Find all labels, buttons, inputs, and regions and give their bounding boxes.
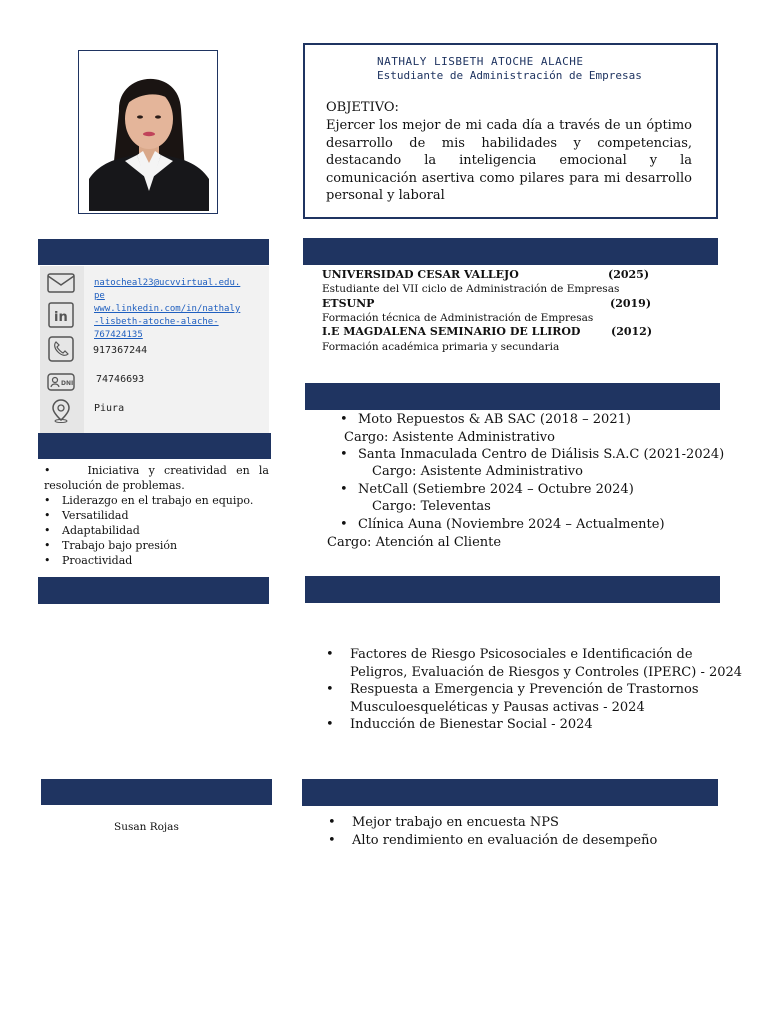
experience-role-1: Cargo: Asistente Administrativo — [344, 430, 555, 445]
email-link[interactable]: natocheal23@ucvvirtual.edu. pe — [94, 278, 241, 301]
education-detail-2: Formación técnica de Administración de Empresas — [322, 312, 594, 324]
skills-section-bar — [38, 433, 271, 459]
list-item: • Iniciativa y creatividad en la resolución de problemas. — [44, 464, 269, 492]
svg-text:in: in — [54, 310, 68, 325]
references-section-bar — [41, 779, 272, 805]
education-school-2: ETSUNP — [322, 297, 375, 310]
contact-section-bar — [38, 239, 269, 265]
list-item: • Versatilidad — [44, 509, 129, 522]
phone-number: 917367244 — [93, 345, 148, 356]
education-year-1: (2025) — [608, 268, 650, 281]
list-item: • Trabajo bajo presión — [44, 539, 178, 552]
profile-photo-frame — [78, 50, 218, 214]
education-year-2: (2019) — [610, 297, 652, 310]
experience-item-1: • Moto Repuestos & AB SAC (2018 – 2021) — [340, 412, 631, 427]
experience-role-2: Cargo: Asistente Administrativo — [372, 464, 583, 479]
reference-name: Susan Rojas — [114, 821, 179, 833]
education-school-1: UNIVERSIDAD CESAR VALLEJO — [322, 268, 519, 281]
linkedin-icon — [46, 302, 76, 328]
linkedin-link[interactable]: www.linkedin.com/in/nathaly -lisbeth-atoche-alache- 767424135 — [94, 304, 241, 340]
education-year-3: (2012) — [611, 325, 653, 338]
course-item-1: • Factores de Riesgo Psicosociales e Identificación de Peligros, Evaluación de Riesgos y Controles (IPERC) - 2024 — [326, 647, 743, 680]
experience-role-4: Cargo: Atención al Cliente — [327, 535, 502, 550]
dni-card-icon — [46, 369, 76, 395]
achievement-item-2: • Alto rendimiento en evaluación de desempeño — [328, 833, 658, 848]
education-detail-3: Formación académica primaria y secundaria — [322, 341, 560, 353]
dni-number: 74746693 — [96, 374, 145, 385]
course-item-3: • Inducción de Bienestar Social - 2024 — [326, 717, 593, 732]
experience-item-2: • Santa Inmaculada Centro de Diálisis S.A.C (2021-2024) — [340, 447, 725, 462]
experience-item-4: • Clínica Auna (Noviembre 2024 – Actualmente) — [340, 517, 665, 532]
objective-title: OBJETIVO: — [326, 100, 399, 115]
city: Piura — [94, 403, 125, 414]
list-item: • Adaptabilidad — [44, 524, 140, 537]
courses-section-bar — [305, 576, 720, 603]
experience-section-bar — [305, 383, 720, 410]
phone-icon — [46, 336, 76, 362]
experience-item-3: • NetCall (Setiembre 2024 – Octubre 2024) — [340, 482, 634, 497]
list-item: • Liderazgo en el trabajo en equipo. — [44, 494, 254, 507]
education-detail-1: Estudiante del VII ciclo de Administración de Empresas — [322, 283, 620, 295]
profile-photo — [79, 51, 217, 213]
envelope-icon — [46, 270, 76, 296]
candidate-role: Estudiante de Administración de Empresas — [377, 69, 642, 82]
objective-text: Ejercer los mejor de mi cada día a través de un óptimo desarrollo de mis habilidades y competencias, destacando la inteligencia emocional y la comunicación asertiva como pilares para mi desarrollo personal y laboral — [326, 118, 692, 203]
education-section-bar — [303, 238, 718, 265]
education-school-3: I.E MAGDALENA SEMINARIO DE LLIROD — [322, 325, 581, 338]
experience-role-3: Cargo: Televentas — [372, 499, 491, 514]
list-item: • Proactividad — [44, 554, 133, 567]
svg-text:DNI: DNI — [61, 380, 74, 387]
achievements-section-bar — [302, 779, 718, 806]
course-item-2: • Respuesta a Emergencia y Prevención de Trastornos Musculoesqueléticas y Pausas activas - 2024 — [326, 682, 699, 715]
location-pin-icon — [46, 398, 76, 424]
left-section-bar-3 — [38, 577, 269, 604]
candidate-name: NATHALY LISBETH ATOCHE ALACHE — [377, 55, 584, 68]
achievement-item-1: • Mejor trabajo en encuesta NPS — [328, 815, 559, 830]
skills-list — [44, 463, 269, 568]
